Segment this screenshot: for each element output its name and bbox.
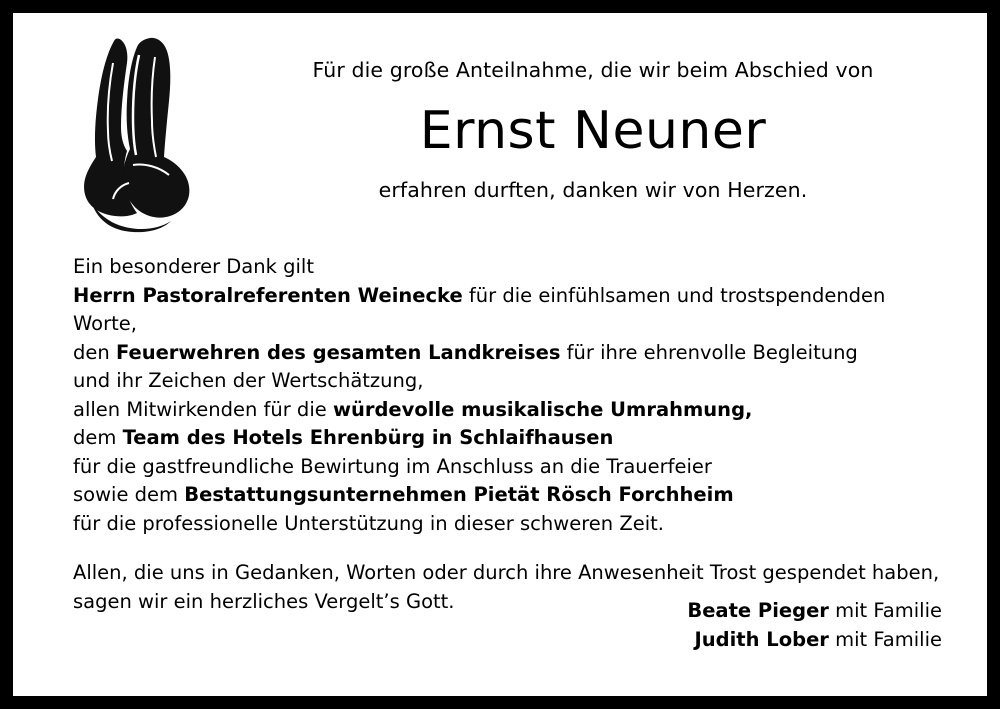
- thanks-line-1-rest: für die einfühlsamen und trostspendenden Worte,: [73, 283, 886, 335]
- thanks-line-4-pre: allen Mitwirkenden für die: [73, 397, 333, 421]
- signatory-name: Judith Lober: [694, 628, 829, 651]
- deceased-name: Ernst Neuner: [419, 100, 767, 161]
- thanks-line-7-pre: sowie dem: [73, 483, 185, 506]
- thanks-line-6: für die gastfreundliche Bewirtung im Anschluss an die Trauerfeier: [73, 454, 712, 478]
- signatures: [687, 596, 942, 654]
- thanks-line-2: [73, 339, 942, 368]
- lead-text: Für die große Anteilnahme, die wir beim Abschied von: [312, 58, 874, 82]
- thanks-line-2-rest: für ihre ehrenvolle Begleitung: [560, 340, 858, 364]
- thanks-line-5-bold: Team des Hotels Ehrenbürg in Schlaifhausen: [122, 426, 614, 449]
- thanks-line-5-pre: dem: [73, 426, 123, 449]
- praying-hands-icon: [51, 33, 201, 233]
- thanks-line-7-bold: Bestattungsunternehmen Pietät Rösch Forchheim: [184, 483, 734, 506]
- signature-line: [687, 625, 942, 654]
- subline-text: erfahren durften, danken wir von Herzen.: [378, 178, 808, 203]
- closing-line-2: sagen wir ein herzliches Vergelt’s Gott.: [73, 589, 455, 613]
- thanks-line-2-bold: Feuerwehren des gesamten Landkreises: [115, 340, 561, 364]
- thanks-line-5: [73, 424, 942, 453]
- signatory-suffix: mit Familie: [828, 628, 942, 651]
- thanks-line-7: [73, 481, 942, 510]
- thanks-line-4-bold: würdevolle musikalische Umrahmung,: [332, 397, 753, 421]
- thanks-line-3: und ihr Zeichen der Wertschätzung,: [73, 369, 424, 392]
- thanks-intro: Ein besonderer Dank gilt: [73, 255, 314, 278]
- signatory-name: Beate Pieger: [687, 599, 829, 622]
- notice-header: [213, 57, 973, 202]
- thanks-line-4: [73, 396, 942, 425]
- signature-line: [687, 596, 942, 625]
- closing-line-1: Allen, die uns in Gedanken, Worten oder durch ihre Anwesenheit Trost gespendet haben,: [73, 561, 940, 584]
- notice-inner: [13, 13, 987, 696]
- thanks-line-1-bold: Herrn Pastoralreferenten Weinecke: [73, 283, 463, 307]
- signatory-suffix: mit Familie: [828, 599, 942, 622]
- thanks-line-2-pre: den: [73, 340, 116, 364]
- thanks-line-1: [73, 282, 942, 339]
- notice-body: [73, 253, 942, 616]
- thanks-line-8: für die professionelle Unterstützung in dieser schweren Zeit.: [73, 511, 664, 535]
